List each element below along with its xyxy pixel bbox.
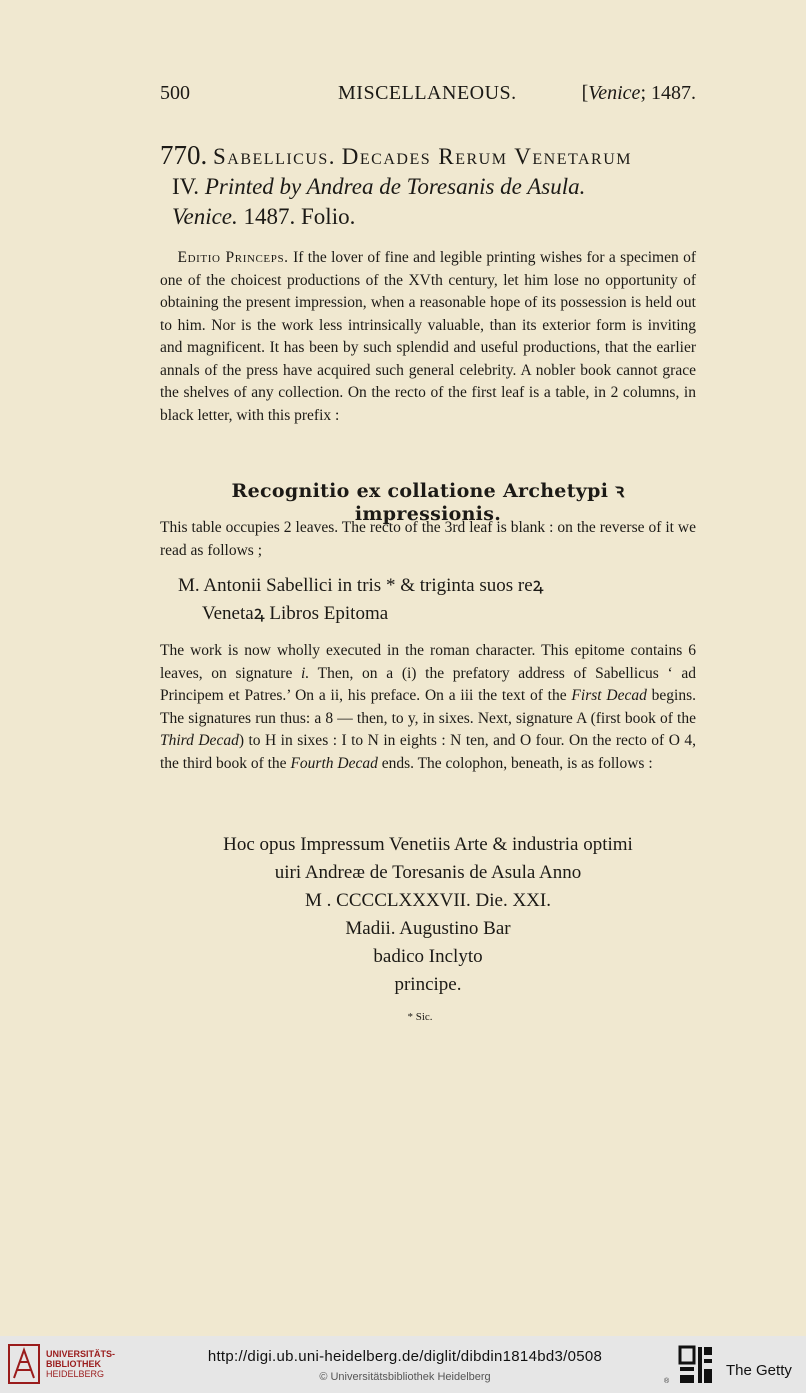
blackletter-prefix: Recognitio ex collatione Archetypi ꝛ impressionis. — [231, 480, 625, 525]
sig-text-3: begins. The signatures run thus: a 8 — then, to y, in sixes. Next, signature A (first book of the — [160, 687, 696, 727]
epitome-line-1: M. Antonii Sabellici in tris * & triginta suos reꝝ — [178, 575, 544, 596]
copyright-notice: © Universitätsbibliothek Heidelberg — [319, 1371, 491, 1383]
header-place: Venice — [588, 82, 641, 104]
entry-title-line3 — [160, 202, 720, 232]
colophon — [160, 831, 696, 999]
entry-title-part1: Decades Rerum Venetarum — [341, 144, 632, 169]
entry-author: Sabellicus. — [213, 144, 337, 169]
colophon-line: Hoc opus Impressum Venetiis Arte & industria optimi — [223, 834, 633, 855]
description-text: If the lover of fine and legible printing wishes for a specimen of one of the choicest productions of the XVth century, let him lose no opportunity of obtaining the present impression, when a reasonable hope of its possession is held out to him. Nor is the work less intrinsically valuable, than its exterior form is inviting and magnificent. It has been by such splendid and useful productions, that the earlier annals of the press have acquired such general celebrity. A nobler book cannot grace the shelves of any collection. On the recto of the first leaf is a table, in 2 columns, in black letter, with this prefix : — [160, 249, 697, 424]
sig-text-5: ends. The colophon, beneath, is as follows : — [377, 754, 653, 772]
viewer-footer — [0, 1336, 806, 1393]
registered-mark: ® — [664, 1378, 670, 1385]
colophon-line: M . CCCCLXXXVII. Die. XXI. — [305, 890, 551, 911]
ub-line-1: UNIVERSITÄTS- — [46, 1349, 116, 1359]
colophon-line: Madii. Augustino Bar — [345, 918, 511, 939]
header-sep: ; — [640, 82, 646, 104]
fourth-decad: Fourth Decad — [290, 754, 378, 772]
sig-text-4: ) to H in sixes : I to N in eights : N ten, and O four. On the recto of O 4, the third book of the — [160, 732, 696, 772]
colophon-line: principe. — [394, 974, 462, 995]
sig-text-1: The work is now wholly executed in the roman character. This epitome contains 6 leaves, on signature — [160, 642, 696, 682]
sig-text-2: Then, on a (i) the prefatory address of Sabellicus ‘ ad Principem et Patres.’ On a ii, his preface. On a iii the text of the — [160, 664, 697, 704]
ub-heidelberg-logo-icon[interactable] — [8, 1344, 40, 1384]
running-header — [160, 82, 696, 106]
entry-format: Folio. — [301, 204, 356, 229]
editio-princeps-label: Editio Princeps. — [177, 249, 289, 266]
third-decad: Third Decad — [160, 732, 239, 749]
footnote: * Sic. — [407, 1011, 433, 1023]
permalink-url[interactable]: http://digi.ub.uni-heidelberg.de/diglit/dibdin1814bd3/0508 — [207, 1348, 603, 1365]
bracket: [ — [581, 82, 589, 104]
signatures-paragraph — [160, 640, 696, 775]
sig-i: i. — [301, 664, 310, 682]
getty-logo-icon[interactable] — [678, 1345, 714, 1385]
entry-title-line2 — [160, 172, 720, 202]
epitome-quote — [160, 572, 696, 628]
description-paragraph — [160, 247, 696, 427]
entry-number: 770. — [160, 140, 208, 170]
ub-heidelberg-name[interactable] — [46, 1349, 115, 1379]
entry-place: Venice. — [172, 204, 238, 229]
epitome-line-2: Venetaꝝ Libros Epitoma — [202, 603, 389, 624]
colophon-line: uiri Andreæ de Toresanis de Asula Anno — [274, 862, 582, 883]
header-year: 1487. — [651, 82, 696, 104]
colophon-line: badico Inclyto — [373, 946, 483, 967]
entry-year: 1487. — [243, 204, 296, 229]
running-title: MISCELLANEOUS. — [338, 82, 517, 104]
ub-line-3: HEIDELBERG — [46, 1369, 105, 1379]
header-place-year — [582, 82, 696, 105]
first-decad: First Decad — [571, 687, 647, 704]
entry-printer: Printed by Andrea de Toresanis de Asula. — [204, 174, 586, 199]
entry-title-part2: IV. — [172, 174, 200, 199]
getty-name[interactable]: The Getty — [726, 1362, 792, 1379]
entry-title — [160, 140, 720, 232]
table-paragraph: This table occupies 2 leaves. The recto of the 3rd leaf is blank : on the reverse of it we read as follows ; — [160, 519, 696, 559]
page-number: 500 — [160, 82, 190, 104]
ub-line-2: BIBLIOTHEK — [46, 1359, 101, 1369]
